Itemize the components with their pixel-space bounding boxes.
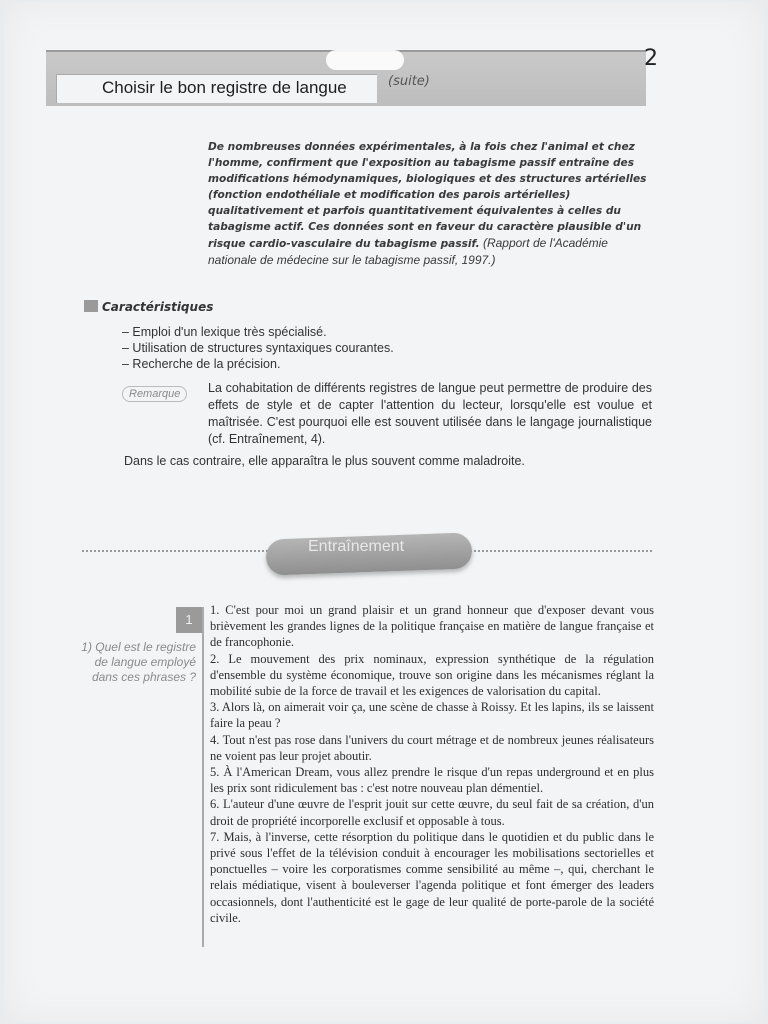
list-item: 1. C'est pour moi un grand plaisir et un grand honneur que d'exposer devant vous brièvement les grandes lignes de la politique française en matière de langue française et de francophonie. (210, 603, 654, 650)
caracteristiques-heading (84, 300, 213, 314)
list-item: – Recherche de la précision. (122, 357, 281, 371)
list-item: 4. Tout n'est pas rose dans l'univers du court métrage et de nombreux jeunes réalisateurs ne voient pas leur projet aboutir. (210, 732, 654, 763)
page-title: Choisir le bon registre de langue (102, 78, 347, 97)
exercise-question: 1) Quel est le registre de langue employé dans ces phrases ? (81, 640, 196, 684)
exercise-sentences (210, 602, 654, 926)
remarque-text: La cohabitation de différents registres de langue peut permettre de produire des effets de style et de capter l'attention du lecteur, lorsqu'elle est voulue et maîtrisée. C'est pourquoi elle est souvent utilisée dans le langage journalistique (cf. Entraînement, 4). (208, 381, 652, 446)
quote-block (208, 139, 648, 269)
document-page (4, 2, 764, 1022)
caracteristiques-heading-text: Caractéristiques (102, 300, 214, 314)
list-item: 5. À l'American Dream, vous allez prendre le risque d'un repas underground et en plus les prix sont ridiculement bas : c'est notre nouveau plan démentiel. (210, 765, 654, 796)
page-number: 2 (644, 46, 658, 71)
quote-text: De nombreuses données expérimentales, à la fois chez l'animal et chez l'homme, confirment que l'exposition au tabagisme passif entraîne des modifications hémodynamiques, biologiques et des structures artérielles (fonction endothéliale et modification des parois artérielles) qualitativement et parfois quantitativement équivalentes à celles du tabagisme actif. Ces données sont en faveur du caractère plausible d'un risque cardio-vasculaire du tabagisme passif. (208, 141, 647, 250)
quote-source: (Rapport de l'Académie nationale de médecine sur le tabagisme passif, 1997.) (208, 236, 608, 267)
redaction-mark (326, 50, 404, 70)
square-bullet-icon (84, 300, 98, 312)
exercise-side-bar (202, 607, 204, 947)
list-item: 6. L'auteur d'une œuvre de l'esprit jouit sur cette œuvre, du seul fait de sa création, d'un droit de propriété incorporelle exclusif et opposable à tous. (210, 797, 654, 828)
remarque-label: Remarque (122, 386, 187, 402)
list-item: – Emploi d'un lexique très spécialisé. (122, 325, 327, 339)
handwritten-note: (suite) (388, 74, 430, 89)
list-item: 3. Alors là, on aimerait voir ça, une scène de chasse à Roissy. Et les lapins, ils se laissent faire la peau ? (210, 700, 654, 731)
remarque-conclusion: Dans le cas contraire, elle apparaîtra le plus souvent comme maladroite. (124, 454, 525, 468)
section-title: Entraînement (308, 538, 405, 555)
caracteristiques-list (122, 324, 394, 372)
list-item: 2. Le mouvement des prix nominaux, expression synthétique de la régulation d'ensemble du système économique, trouve son origine dans les mécanismes réglant la mobilité subie de la force de travail et les exigences de valorisation du capital. (210, 651, 654, 699)
list-item: – Utilisation de structures syntaxiques courantes. (122, 341, 394, 355)
list-item: 7. Mais, à l'inverse, cette résorption du politique dans le quotidien et du public dans le privé sous l'effet de la télévision conduit à encourager les mobilisations sectorielles et ponctuelles – voire les corporatismes comme sensibilité au même –, qui, cherchant le relais médiatique, visent à bouleverser l'agenda politique et font émerger des leaders occasionnels, dont l'authenticité est le gage de leur qualité de porte-parole de la société civile. (210, 829, 654, 925)
exercise-number: 1 (176, 607, 202, 633)
